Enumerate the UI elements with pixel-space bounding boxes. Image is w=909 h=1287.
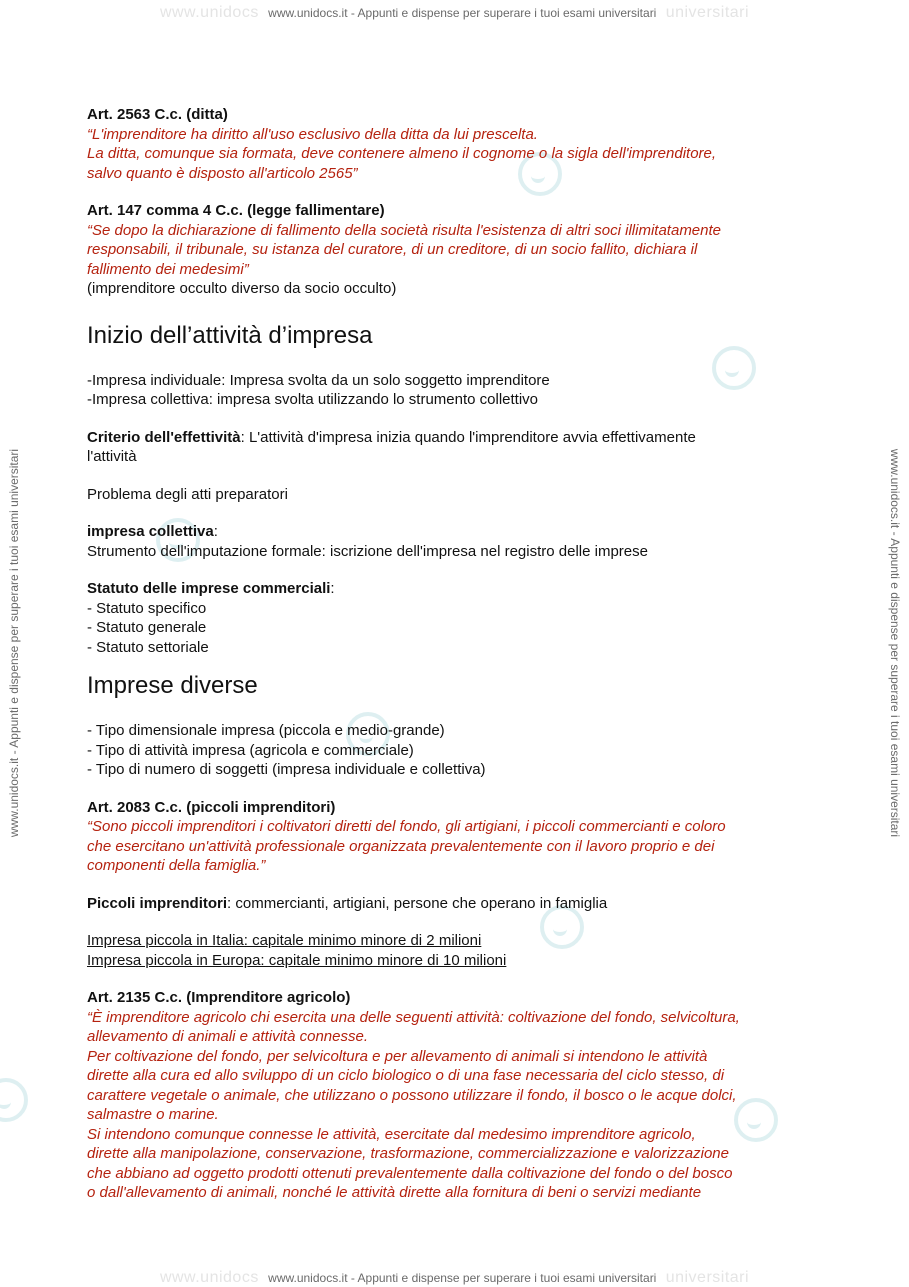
art147-line: responsabili, il tribunale, su istanza del curatore, di un creditore, di un socio fallito, dichiara il <box>87 241 698 258</box>
art2135-line: salmastre o marine. <box>87 1106 219 1123</box>
criterio-text: : L'attività d'impresa inizia quando l'imprenditore avvia effettivamente <box>240 428 696 446</box>
page-header-watermark <box>0 4 909 22</box>
statuto-colon: : <box>330 580 335 597</box>
heading-inizio-attivita: Inizio dell’attività d’impresa <box>87 321 373 349</box>
statuto-item: - Statuto settoriale <box>87 638 209 656</box>
art2135-line: che abbiano ad oggetto prodotti ottenuti prevalentemente dalla coltivazione del fondo o del bosco <box>87 1164 733 1182</box>
collettiva-label: impresa collettiva <box>87 523 214 540</box>
art2135-line: dirette alla manipolazione, conservazione, trasformazione, commercializzazione e valorizzazione <box>87 1145 729 1162</box>
problema-atti: Problema degli atti preparatori <box>87 485 288 503</box>
piccoli-imprenditori <box>87 894 827 914</box>
art147-note: (imprenditore occulto diverso da socio occulto) <box>87 280 397 297</box>
header-text: www.unidocs.it - Appunti e dispense per superare i tuoi esami universitari <box>268 6 657 20</box>
art2563-line: “L'imprenditore ha diritto all'uso esclusivo della ditta da lui prescelta. <box>87 125 538 143</box>
piccoli-text: : commercianti, artigiani, persone che operano in famiglia <box>227 894 608 912</box>
art2135-line: Per coltivazione del fondo, per selvicoltura e per allevamento di animali si intendono le attività <box>87 1047 708 1065</box>
art147-line: “Se dopo la dichiarazione di fallimento della società risulta l'esistenza di altri soci illimitatamente <box>87 221 722 239</box>
statuto-label: Statuto delle imprese commerciali <box>87 580 331 597</box>
heading-imprese-diverse: Imprese diverse <box>87 672 258 699</box>
art2083-title: Art. 2083 C.c. (piccoli imprenditori) <box>87 798 336 816</box>
art2135-title: Art. 2135 C.c. (Imprenditore agricolo) <box>87 989 351 1006</box>
collettiva-colon: : <box>213 523 218 540</box>
piccoli-label: Piccoli imprenditori <box>87 894 228 912</box>
statuto-item: - Statuto specifico <box>87 599 207 617</box>
statuto-imprese <box>87 579 827 599</box>
art147-line: fallimento dei medesimi” <box>87 260 249 278</box>
unidocs-logo-watermark <box>0 1078 28 1122</box>
diverse-item: - Tipo dimensionale impresa (piccola e medio-grande) <box>87 722 445 739</box>
impresa-collettiva <box>87 522 827 542</box>
criterio-text-cont: l'attività <box>87 448 137 465</box>
art2083-line: che esercitano un'attività professionale organizzata prevalentemente con il lavoro proprio e dei <box>87 837 715 855</box>
inizio-item: -Impresa collettiva: impresa svolta utilizzando lo strumento collettivo <box>87 391 539 408</box>
diverse-item: - Tipo di attività impresa (agricola e commerciale) <box>87 741 414 759</box>
art2563-line: La ditta, comunque sia formata, deve contenere almeno il cognome o la sigla dell'imprenditore, <box>87 145 717 162</box>
art2135-line: o dall'allevamento di animali, nonché le attività dirette alla fornitura di beni o servizi mediante <box>87 1184 702 1201</box>
strumento-imputazione: Strumento dell'imputazione formale: iscrizione dell'impresa nel registro delle imprese <box>87 542 648 560</box>
art2083-line: componenti della famiglia.” <box>87 857 266 874</box>
art2083-line: “Sono piccoli imprenditori i coltivatori diretti del fondo, gli artigiani, i piccoli commercianti e coloro <box>87 818 726 835</box>
art2135-line: Si intendono comunque connesse le attività, esercitate dal medesimo imprenditore agricolo, <box>87 1125 696 1143</box>
diverse-item: - Tipo di numero di soggetti (impresa individuale e collettiva) <box>87 761 486 778</box>
footer-ghost-left: www.unidocs <box>159 1269 259 1286</box>
impresa-piccola-europa: Impresa piccola in Europa: capitale minimo minore di 10 milioni <box>87 951 507 969</box>
right-side-text: www.unidocs.it - Appunti e dispense per superare i tuoi esami universitari <box>888 448 902 838</box>
art2135-line: carattere vegetale o animale, che utilizzano o possono utilizzare il fondo, il bosco o le acque dolci, <box>87 1086 737 1104</box>
footer-ghost-right: universitari <box>665 1269 750 1286</box>
header-ghost-right: universitari <box>665 4 750 21</box>
header-ghost-left: www.unidocs <box>159 4 259 21</box>
art2563-title: Art. 2563 C.c. (ditta) <box>87 106 228 123</box>
document-body <box>87 105 827 1203</box>
art2135-line: allevamento di animali e attività connesse. <box>87 1028 368 1045</box>
footer-text: www.unidocs.it - Appunti e dispense per superare i tuoi esami universitari <box>268 1271 657 1285</box>
criterio-label: Criterio dell'effettività <box>87 428 241 446</box>
art147-title: Art. 147 comma 4 C.c. (legge fallimentare) <box>87 202 385 219</box>
inizio-item: -Impresa individuale: Impresa svolta da un solo soggetto imprenditore <box>87 371 550 389</box>
art2135-line: “È imprenditore agricolo chi esercita una delle seguenti attività: coltivazione del fondo, selvicoltura, <box>87 1008 740 1026</box>
page-footer-watermark <box>0 1269 909 1287</box>
art2135-line: dirette alla cura ed allo sviluppo di un ciclo biologico o di una fase necessaria del ciclo stesso, di <box>87 1067 725 1084</box>
criterio-effettivita <box>87 428 827 448</box>
art2563-line: salvo quanto è disposto all'articolo 2565” <box>87 164 358 182</box>
statuto-item: - Statuto generale <box>87 619 207 636</box>
impresa-piccola-italia: Impresa piccola in Italia: capitale minimo minore di 2 milioni <box>87 932 482 949</box>
left-side-text: www.unidocs.it - Appunti e dispense per superare i tuoi esami universitari <box>7 448 21 838</box>
